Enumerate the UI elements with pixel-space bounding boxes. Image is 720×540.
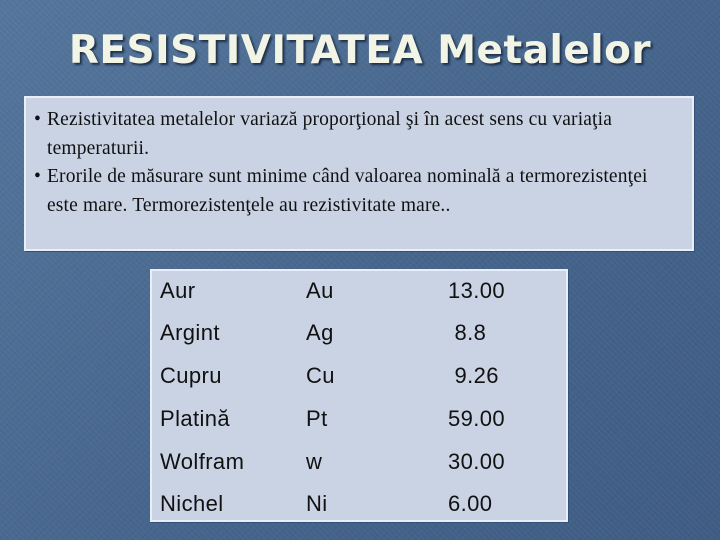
metal-name-cell: Wolfram: [160, 449, 245, 474]
resistivity-value-cell: 6.00: [448, 491, 493, 516]
resistivity-value-cell: 59.00: [448, 406, 506, 431]
resistivity-value-cell: 13.00: [448, 278, 506, 303]
bullet-text: Erorile de măsurare sunt minime când valoarea nominală a termorezistenţei este mare. Termorezistenţele au rezistivitate mare..: [47, 166, 648, 216]
resistivity-value-cell: 8.8: [448, 320, 487, 345]
bullet-marker: •: [34, 166, 41, 187]
table-row: [152, 399, 566, 439]
metal-symbol-cell: Ag: [306, 320, 334, 345]
bullet-text-box: [24, 96, 694, 251]
metal-symbol-cell: Ni: [306, 491, 328, 516]
table-row: [152, 484, 566, 524]
bullet-item-measurement-errors: [34, 163, 682, 220]
resistivity-value-cell: 9.26: [448, 363, 499, 388]
resistivity-table: [150, 269, 568, 522]
table-row: [152, 313, 566, 353]
metal-name-cell: Nichel: [160, 491, 224, 516]
slide-title: RESISTIVITATEA Metalelor: [68, 28, 652, 73]
table-row: [152, 271, 566, 311]
resistivity-value-cell: 30.00: [448, 449, 506, 474]
bullet-text: Rezistivitatea metalelor variază proporţional şi în acest sens cu variaţia temperaturii.: [47, 109, 613, 159]
metal-symbol-cell: Cu: [306, 363, 335, 388]
metal-name-cell: Argint: [160, 320, 220, 345]
table-row: [152, 356, 566, 396]
table-row: [152, 442, 566, 482]
metal-symbol-cell: Pt: [306, 406, 328, 431]
metal-name-cell: Platină: [160, 406, 231, 431]
metal-name-cell: Aur: [160, 278, 196, 303]
metal-symbol-cell: w: [306, 449, 323, 474]
bullet-marker: •: [34, 109, 41, 130]
bullet-item-temperature: [34, 106, 682, 163]
metal-symbol-cell: Au: [306, 278, 334, 303]
metal-name-cell: Cupru: [160, 363, 222, 388]
